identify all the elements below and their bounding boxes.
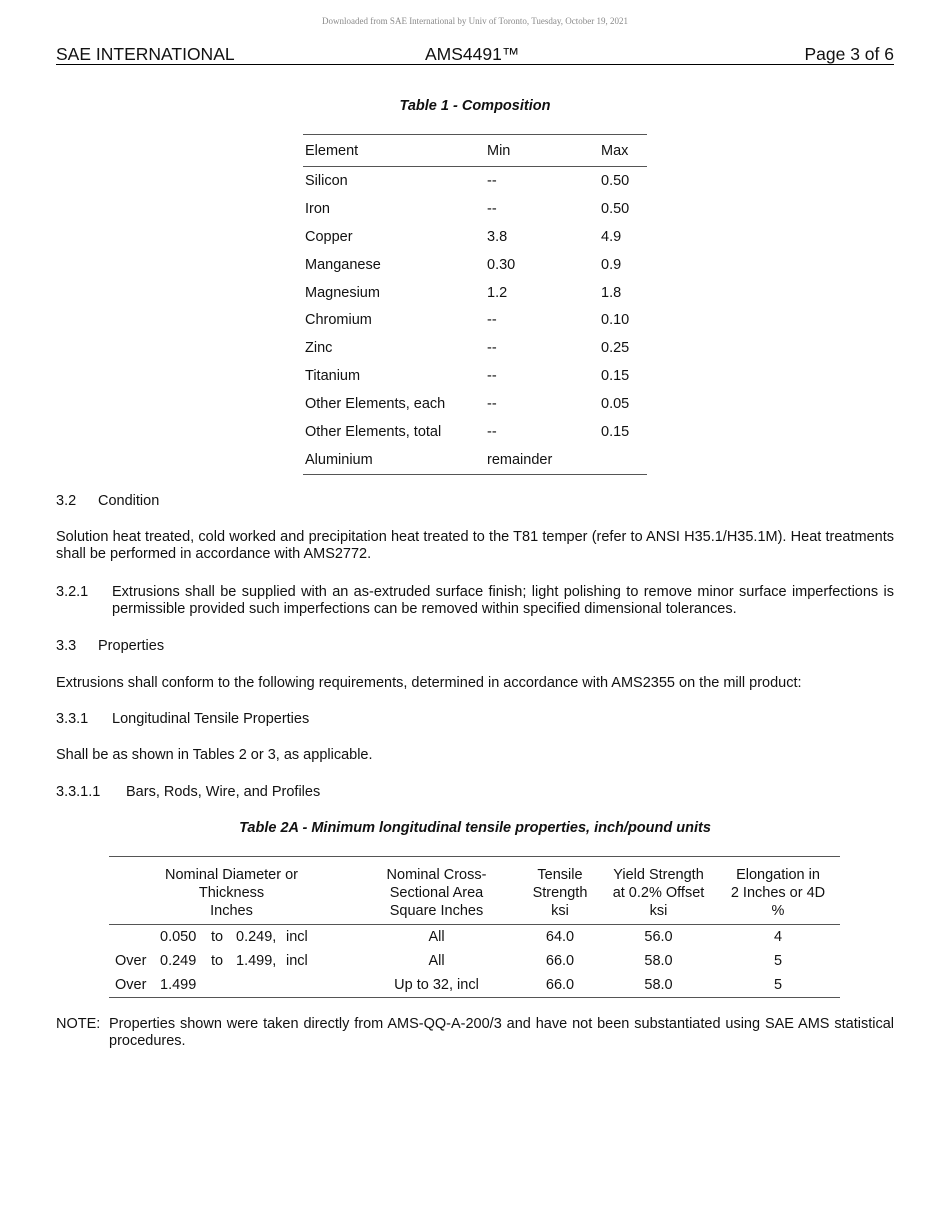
min-cell: 1.2 — [487, 284, 508, 301]
column-header — [109, 857, 354, 925]
column-header — [354, 857, 519, 925]
dimension-to: 1.499, — [236, 953, 277, 969]
column-header: Max — [601, 142, 629, 159]
elong-cell: 5 — [773, 977, 783, 993]
min-cell: remainder — [487, 451, 553, 468]
max-cell: 0.50 — [601, 200, 630, 217]
element-cell: Copper — [305, 228, 353, 245]
page-header — [56, 44, 894, 65]
note-label: NOTE: — [56, 1016, 101, 1032]
column-header — [519, 857, 601, 925]
tensile-header-row — [109, 857, 840, 925]
section-3-3-body: Extrusions shall conform to the following requirements, determined in accordance with AMS2355 on the mill product: — [56, 675, 802, 691]
dimension-prefix: Over — [115, 953, 147, 969]
dimension-cell — [109, 973, 354, 998]
section-title: Bars, Rods, Wire, and Profiles — [126, 784, 321, 800]
min-cell: -- — [487, 340, 497, 357]
composition-row — [303, 279, 647, 307]
element-cell: Aluminium — [305, 451, 373, 468]
max-cell: 4.9 — [601, 228, 622, 245]
tensile-cell: 64.0 — [545, 929, 575, 945]
min-cell: -- — [487, 200, 497, 217]
dimension-cell — [109, 949, 354, 973]
min-cell: 3.8 — [487, 228, 508, 245]
column-header — [716, 857, 840, 925]
header-line: at 0.2% Offset — [612, 885, 705, 901]
element-cell: Chromium — [305, 312, 372, 329]
element-cell: Zinc — [305, 340, 333, 357]
yield-cell: 58.0 — [644, 977, 673, 993]
min-cell: -- — [487, 312, 497, 329]
header-organization: SAE INTERNATIONAL — [56, 44, 235, 64]
element-cell: Titanium — [305, 368, 361, 385]
element-cell: Silicon — [305, 172, 348, 189]
tensile-row — [109, 973, 840, 998]
header-page-number: Page 3 of 6 — [804, 44, 894, 64]
header-document-number: AMS4491™ — [425, 44, 520, 64]
min-cell: -- — [487, 423, 497, 440]
composition-row — [303, 251, 647, 279]
column-header — [601, 857, 716, 925]
header-line: Inches — [210, 903, 253, 919]
dimension-from: 1.499 — [160, 977, 197, 993]
section-title: Condition — [98, 493, 160, 509]
section-title: Properties — [98, 638, 165, 654]
composition-row — [303, 362, 647, 390]
dimension-to-word: to — [211, 953, 224, 969]
section-3-2-heading — [56, 493, 894, 510]
min-cell: -- — [487, 396, 497, 413]
header-line: Sectional Area — [389, 885, 484, 901]
composition-row — [303, 167, 647, 195]
header-line: Yield Strength — [613, 867, 704, 883]
header-line: 2 Inches or 4D — [730, 885, 826, 901]
header-line: ksi — [551, 903, 569, 919]
elong-cell: 4 — [773, 929, 783, 945]
tensile-cell: 66.0 — [545, 977, 575, 993]
table1-caption: Table 1 - Composition — [399, 98, 551, 114]
section-title: Longitudinal Tensile Properties — [112, 711, 310, 727]
section-number: 3.3 — [56, 638, 77, 654]
header-line: Strength — [532, 885, 588, 901]
area-cell: All — [428, 929, 445, 945]
element-cell: Manganese — [305, 256, 381, 273]
header-line: Nominal Cross- — [386, 867, 487, 883]
composition-table — [303, 134, 647, 475]
header-line: Elongation in — [736, 867, 820, 883]
tensile-properties-table — [109, 856, 840, 998]
dimension-incl: incl — [286, 953, 308, 969]
composition-row — [303, 334, 647, 362]
section-body: Extrusions shall be supplied with an as-extruded surface finish; light polishing to remove minor surface imperfections is permissible provided such imperfections can be removed within specified dimensional tolerances. — [112, 584, 894, 617]
max-cell: 0.15 — [601, 423, 630, 440]
dimension-incl: incl — [286, 929, 308, 945]
max-cell — [599, 446, 647, 474]
column-header: Min — [487, 142, 511, 159]
composition-header-row — [303, 135, 647, 167]
table2a-caption: Table 2A - Minimum longitudinal tensile properties, inch/pound units — [239, 820, 711, 836]
section-number: 3.2.1 — [56, 584, 89, 600]
column-header: Element — [305, 142, 359, 159]
note-paragraph — [56, 1016, 894, 1050]
area-cell: Up to 32, incl — [394, 977, 479, 993]
header-line: Nominal Diameter or — [165, 867, 298, 883]
element-cell: Other Elements, total — [305, 423, 442, 440]
section-number: 3.3.1 — [56, 711, 89, 727]
header-line: % — [771, 903, 785, 919]
section-3-3-heading — [56, 638, 894, 655]
min-cell: 0.30 — [487, 256, 516, 273]
composition-row — [303, 390, 647, 418]
max-cell: 1.8 — [601, 284, 622, 301]
tensile-row — [109, 925, 840, 950]
yield-cell: 56.0 — [644, 929, 673, 945]
dimension-to-word: to — [211, 929, 224, 945]
dimension-to: 0.249, — [236, 929, 277, 945]
composition-row — [303, 223, 647, 251]
dimension-from: 0.050 — [160, 929, 197, 945]
min-cell: -- — [487, 172, 497, 189]
max-cell: 0.10 — [601, 312, 630, 329]
download-watermark: Downloaded from SAE International by Univ of Toronto, Tuesday, October 19, 2021 — [321, 16, 629, 26]
area-cell: All — [428, 953, 445, 969]
dimension-from: 0.249 — [160, 953, 197, 969]
header-line: Square Inches — [389, 903, 484, 919]
element-cell: Magnesium — [305, 284, 380, 301]
note-body: Properties shown were taken directly from AMS-QQ-A-200/3 and have not been substantiated using SAE AMS statistical procedures. — [109, 1016, 894, 1049]
element-cell: Other Elements, each — [305, 396, 446, 413]
dimension-cell — [109, 925, 354, 950]
element-cell: Iron — [305, 200, 330, 217]
section-number: 3.3.1.1 — [56, 784, 101, 800]
composition-row — [303, 195, 647, 223]
section-number: 3.2 — [56, 493, 77, 509]
yield-cell: 58.0 — [644, 953, 673, 969]
section-3-3-1-heading — [56, 711, 894, 728]
header-line: Thickness — [198, 885, 265, 901]
composition-row — [303, 446, 647, 474]
section-3-3-1-body: Shall be as shown in Tables 2 or 3, as applicable. — [56, 747, 373, 763]
max-cell: 0.05 — [601, 396, 630, 413]
tensile-row — [109, 949, 840, 973]
elong-cell: 5 — [773, 953, 783, 969]
composition-row — [303, 306, 647, 334]
section-3-2-1-paragraph — [56, 584, 894, 618]
max-cell: 0.50 — [601, 172, 630, 189]
section-3-2-body: Solution heat treated, cold worked and precipitation heat treated to the T81 temper (refer to ANSI H35.1/H35.1M). Heat treatments shall be performed in accordance with AMS2772. — [56, 529, 894, 562]
tensile-cell: 66.0 — [545, 953, 575, 969]
header-line: ksi — [649, 903, 668, 919]
min-cell: -- — [487, 368, 497, 385]
max-cell: 0.25 — [601, 340, 630, 357]
composition-row — [303, 418, 647, 446]
max-cell: 0.15 — [601, 368, 630, 385]
section-3-3-1-1-heading — [56, 784, 894, 801]
dimension-prefix: Over — [115, 977, 147, 993]
max-cell: 0.9 — [601, 256, 622, 273]
header-line: Tensile — [537, 867, 583, 883]
